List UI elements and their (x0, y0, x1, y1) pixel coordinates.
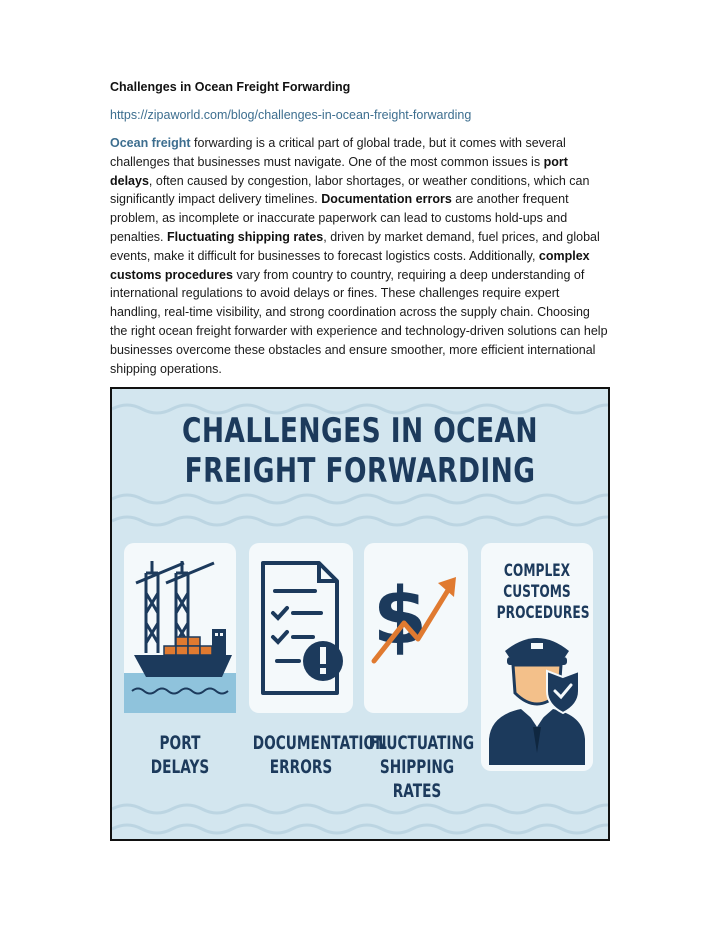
customs-officer-icon (481, 543, 593, 771)
card-port-delays (124, 543, 236, 713)
body-paragraph: Ocean freight forwarding is a critical part of global trade, but it comes with several challenges that businesses must navigate. One of the most common issues is port delays, often caused by congestion, labor shortages, or weather conditions, which can significantly impact delivery timelines. Documentation errors are another frequent problem, as incomplete or inaccurate paperwork can lead to customs hold-ups and penalties. Fluctuating shipping rates, driven by market demand, fuel prices, and global events, make it difficult for businesses to forecast logistics costs. Additionally, complex customs procedures vary from country to country, requiring a deep understanding of international regulations to avoid delays or fines. These challenges require expert handling, real-time visibility, and strong coordination across the supply chain. Choosing the right ocean freight forwarder with experience and technology-driven solutions can help businesses overcome these obstacles and ensure smoother, more efficient international shipping operations. (110, 136, 608, 376)
card-documentation-errors (249, 543, 353, 713)
label-documentation-errors: DOCUMENTATION ERRORS (252, 732, 387, 778)
port-delays-bold: port delays (110, 154, 568, 188)
document-warning-icon (249, 543, 353, 713)
cargo-ship-crane-icon (124, 543, 236, 713)
label-port-delays: PORT DELAYS (150, 732, 210, 778)
page-title: Challenges in Ocean Freight Forwarding (110, 80, 351, 94)
documentation-errors-bold: Documentation errors (321, 192, 452, 207)
card-complex-customs (481, 543, 593, 771)
infographic (110, 387, 610, 841)
fluctuating-rates-bold: Fluctuating shipping rates (166, 229, 324, 244)
label-complex-customs: COMPLEX CUSTOMS PROCEDURES (496, 561, 590, 623)
infographic-title-line2: FREIGHT FORWARDING (184, 451, 536, 491)
svg-text:$: $ (372, 572, 428, 662)
dollar-trend-icon (364, 543, 468, 713)
complex-customs-bold: complex customs procedures (110, 248, 590, 282)
infographic-title-line1: CHALLENGES IN OCEAN (181, 411, 539, 451)
ocean-freight-link[interactable]: Ocean freight (110, 136, 191, 150)
card-fluctuating-rates (364, 543, 468, 713)
source-url-link[interactable]: https://zipaworld.com/blog/challenges-in-ocean-freight-forwarding (110, 108, 472, 122)
label-fluctuating-rates: FLUCTUATING SHIPPING RATES (368, 732, 475, 802)
